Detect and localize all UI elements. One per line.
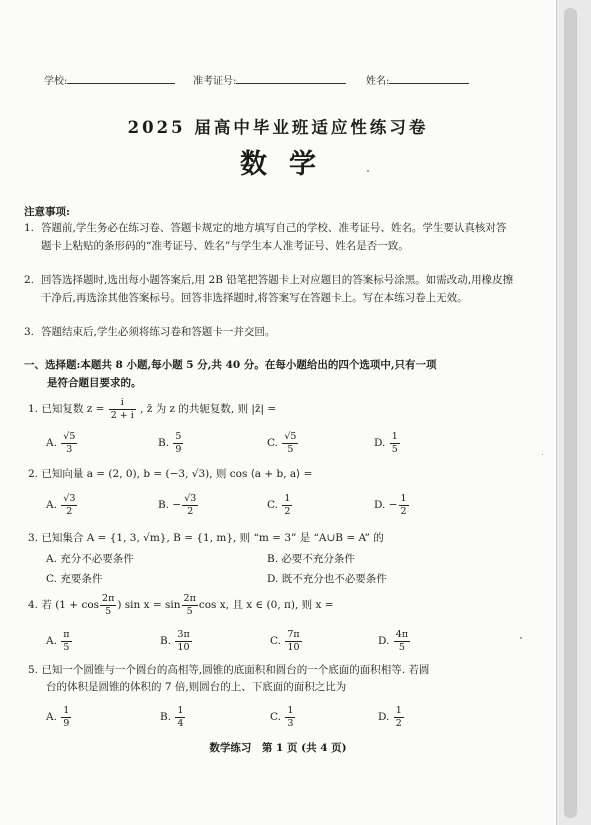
fraction-denominator: 10 <box>175 641 191 653</box>
note-item-2 <box>24 272 516 307</box>
fraction-numerator: 1 <box>395 705 402 716</box>
note-text: 答题前,学生务必在练习卷、答题卡规定的地方填写自己的学校、准考证号、姓名。学生要认真核对答题卡上粘贴的条形码的“准考证号、姓名”与学生本人准考证号、姓名是否一致。 <box>41 222 507 252</box>
fraction-numerator: √5 <box>284 431 297 442</box>
question-4 <box>28 594 334 616</box>
note-item-3 <box>24 324 516 342</box>
option-fraction <box>175 706 185 728</box>
note-text: 回答选择题时,选出每小题答案后,用 2B 铅笔把答题卡上对应题目的答案标号涂黑。如需改动,用橡皮擦干净后,再选涂其他答案标号。回答非选择题时,将答案写在答题卡上。写在本练习卷上无效。 <box>41 274 514 304</box>
question-1-suffix: , z̄ 为 z 的共轭复数, 则 |z̄| = <box>140 403 277 415</box>
subject-title: 数学 <box>240 149 338 180</box>
option-letter: B. <box>158 499 170 511</box>
section-heading-line-1: 一、选择题:本题共 8 小题,每小题 5 分,共 40 分。在每小题给出的四个选项中,只有一项 <box>24 359 437 371</box>
page-footer: 数学练习 第 1 页 (共 4 页) <box>209 742 347 754</box>
fraction-denominator: 2 <box>400 505 407 517</box>
fraction-numerator: 1 <box>284 493 291 504</box>
question-5-line-1: 5. 已知一个圆锥与一个圆台的高相等,圆锥的底面积和圆台的一个底面的面积相等. 若圆 <box>28 664 430 676</box>
option-letter: C. <box>270 711 281 723</box>
question-2-option-b <box>158 494 199 516</box>
question-5-line-2: 台的体积是圆锥的体积的 7 倍,则圆台的上、下底面的面积之比为 <box>46 681 347 693</box>
name-blank <box>389 72 469 84</box>
question-4-part-1: 4. 若 (1 + cos <box>28 599 100 611</box>
fraction-numerator: 1 <box>287 705 294 716</box>
question-5-option-a <box>46 706 72 728</box>
name-field <box>366 72 469 87</box>
option-letter: C. <box>267 499 278 511</box>
option-fraction <box>285 630 301 652</box>
question-3-option-c: C. 充要条件 <box>46 573 103 585</box>
question-3: 3. 已知集合 A = {1, 3, √m}, B = {1, m}, 则 “m = 3” 是 “A∪B = A” 的 <box>28 532 384 544</box>
question-2-option-a <box>46 494 78 516</box>
fraction-denominator: 2 <box>284 505 291 517</box>
option-fraction <box>390 432 400 454</box>
question-2-option-c <box>267 494 293 516</box>
question-5-option-c <box>270 706 296 728</box>
option-letter: D. <box>374 499 386 511</box>
question-1-option-c <box>267 432 299 454</box>
fraction-numerator: 5 <box>175 431 182 442</box>
option-fraction <box>61 494 77 516</box>
exam-title: 2025 届高中毕业班适应性练习卷 <box>127 118 429 137</box>
fraction-denominator: 5 <box>282 443 298 455</box>
fraction-numerator: 1 <box>63 705 70 716</box>
question-1-fraction <box>109 398 136 420</box>
option-sign: − <box>388 499 398 511</box>
fraction-denominator: 3 <box>287 717 294 729</box>
fraction-numerator: 4π <box>395 629 409 640</box>
question-1 <box>28 398 276 420</box>
question-1-option-b <box>158 432 184 454</box>
fraction-denominator: 9 <box>63 717 70 729</box>
scan-speck <box>520 637 522 639</box>
question-3-option-b: B. 必要不充分条件 <box>267 553 355 565</box>
question-4-fraction-1 <box>100 594 116 616</box>
fraction-numerator: √5 <box>63 431 76 442</box>
option-fraction <box>285 706 295 728</box>
fraction-denominator: 5 <box>61 641 71 653</box>
option-fraction <box>394 706 404 728</box>
fraction-denominator: 5 <box>391 443 398 455</box>
note-item-1 <box>24 220 516 255</box>
option-letter: A. <box>46 437 57 449</box>
fraction-denominator: 4 <box>177 717 184 729</box>
fraction-numerator: i <box>120 397 124 408</box>
fraction-numerator: 3π <box>177 629 190 640</box>
section-heading-line-2: 是符合题目要求的。 <box>47 376 142 389</box>
question-1-option-a <box>46 432 78 454</box>
option-fraction <box>61 432 77 454</box>
fraction-numerator: 1 <box>391 431 398 442</box>
fraction-denominator: 2 <box>61 505 77 517</box>
option-letter: B. <box>160 635 172 647</box>
fraction-numerator: 1 <box>177 705 184 716</box>
option-letter: B. <box>160 711 172 723</box>
name-label: 姓名: <box>366 76 390 87</box>
question-5-option-d <box>378 706 405 728</box>
question-3-option-a: A. 充分不必要条件 <box>46 553 134 565</box>
option-letter: A. <box>46 635 57 647</box>
fraction-numerator: √3 <box>184 493 197 504</box>
option-sign: − <box>172 499 182 511</box>
scan-speck <box>367 170 369 172</box>
question-4-part-2: ) sin x = sin <box>117 599 181 611</box>
fraction-denominator: 2 <box>395 717 402 729</box>
fraction-denominator: 9 <box>175 443 182 455</box>
fraction-numerator: 7π <box>287 629 300 640</box>
fraction-denominator: 2 <box>182 505 198 517</box>
question-1-prefix: 1. 已知复数 z = <box>28 403 105 415</box>
question-4-option-a <box>46 630 73 652</box>
fraction-numerator: 2π <box>183 593 196 604</box>
option-letter: A. <box>46 711 57 723</box>
fraction-denominator: 2 + i <box>110 409 134 421</box>
school-label: 学校: <box>44 76 68 87</box>
option-fraction <box>399 494 409 516</box>
notes-heading: 注意事项: <box>24 206 70 218</box>
question-4-fraction-2 <box>182 594 198 616</box>
option-fraction <box>173 432 183 454</box>
note-number: 2. <box>24 274 35 286</box>
option-letter: C. <box>267 437 278 449</box>
option-fraction <box>394 630 410 652</box>
fraction-denominator: 5 <box>394 641 410 653</box>
option-letter: D. <box>378 635 390 647</box>
question-2-option-d <box>374 494 410 516</box>
option-letter: D. <box>374 437 386 449</box>
question-4-part-3: cos x, 且 x ∈ (0, π), 则 x = <box>198 599 334 611</box>
question-4-option-b <box>160 630 193 652</box>
question-1-option-d <box>374 432 401 454</box>
fraction-denominator: 5 <box>100 605 116 617</box>
school-field <box>44 72 175 87</box>
note-text: 答题结束后,学生必须将练习卷和答题卡一并交回。 <box>41 326 276 338</box>
scrollbar-thumb[interactable] <box>564 8 577 818</box>
note-number: 3. <box>24 326 35 338</box>
option-fraction <box>61 706 71 728</box>
exam-number-blank <box>236 72 346 84</box>
option-fraction <box>175 630 191 652</box>
exam-number-label: 准考证号: <box>193 76 237 87</box>
option-letter: A. <box>46 499 57 511</box>
question-5-option-b <box>160 706 186 728</box>
question-4-option-c <box>270 630 303 652</box>
option-fraction <box>282 494 292 516</box>
fraction-denominator: 10 <box>285 641 301 653</box>
option-fraction <box>61 630 71 652</box>
option-letter: D. <box>378 711 390 723</box>
option-letter: B. <box>158 437 170 449</box>
fraction-numerator: 1 <box>400 493 407 504</box>
fraction-denominator: 3 <box>61 443 77 455</box>
fraction-denominator: 5 <box>182 605 198 617</box>
note-number: 1. <box>24 222 35 234</box>
question-4-option-d <box>378 630 411 652</box>
question-2: 2. 已知向量 a = (2, 0), b = (−3, √3), 则 cos ⟨a + b, a⟩ = <box>28 468 313 480</box>
section-heading <box>24 357 514 392</box>
scan-speck <box>542 454 543 455</box>
fraction-numerator: 2π <box>102 593 115 604</box>
question-3-option-d: D. 既不充分也不必要条件 <box>267 573 387 585</box>
school-blank <box>67 72 175 84</box>
fraction-numerator: √3 <box>63 493 76 504</box>
fraction-numerator: π <box>63 629 70 640</box>
option-fraction <box>182 494 198 516</box>
option-letter: C. <box>270 635 281 647</box>
question-5 <box>28 662 518 696</box>
exam-number-field <box>193 72 346 87</box>
option-fraction <box>282 432 298 454</box>
